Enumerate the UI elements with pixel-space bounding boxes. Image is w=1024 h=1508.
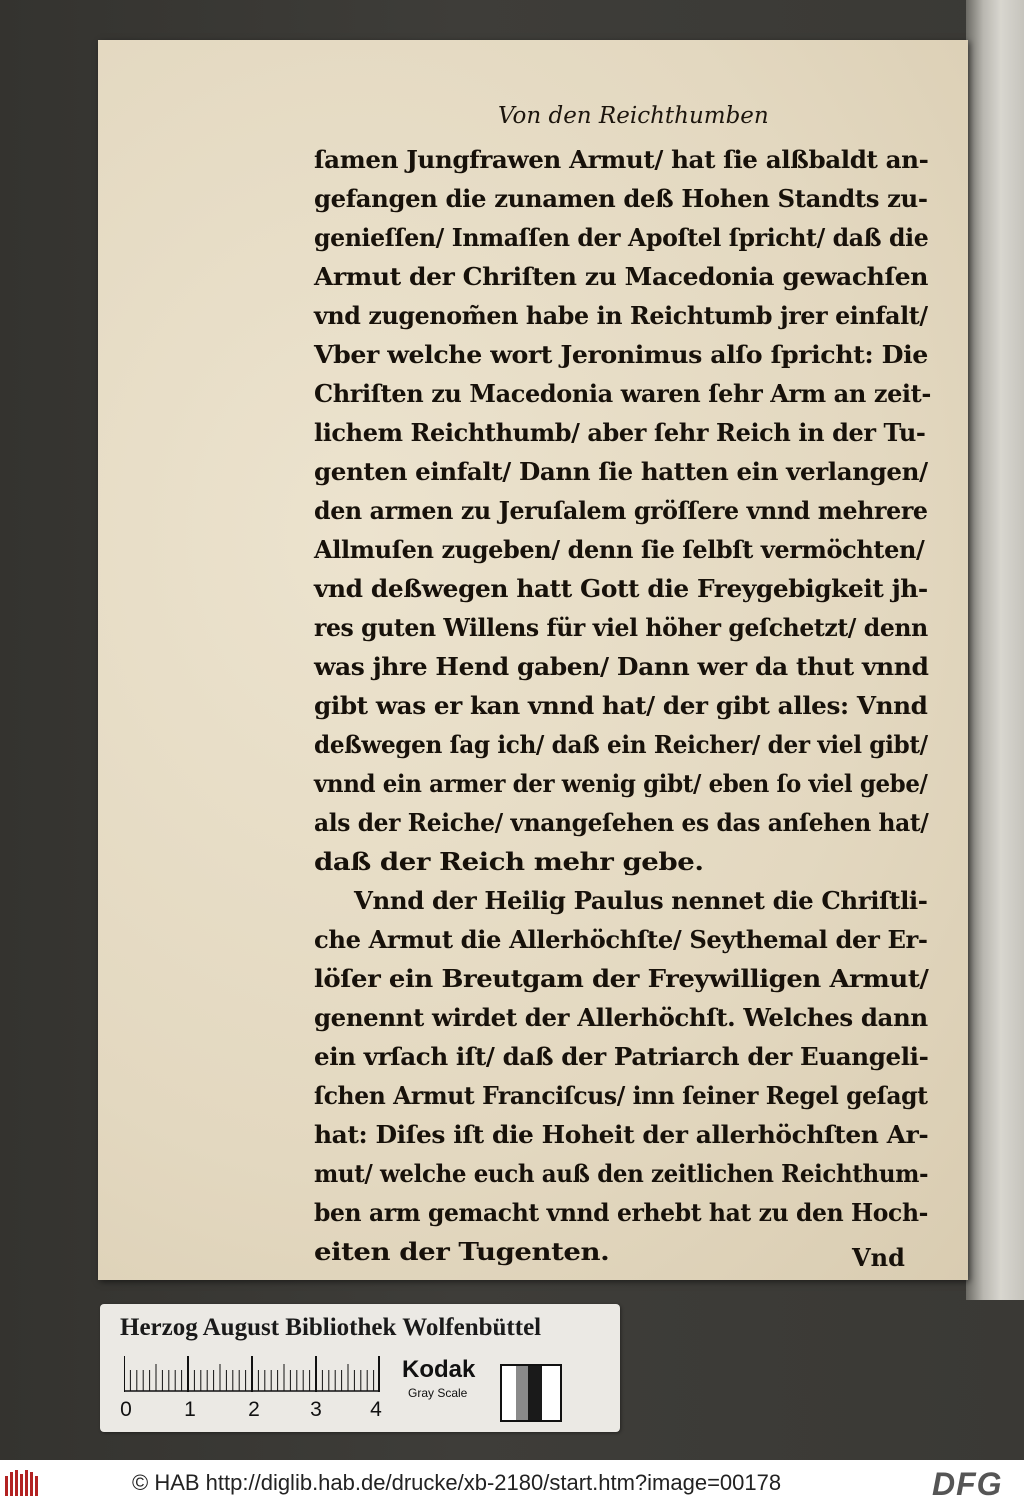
gray-scale-patch: [500, 1364, 562, 1422]
text-line: genieſſen/ Inmaſſen der Apoſtel ſpricht/ daß die: [314, 223, 929, 252]
text-line: vnnd ein armer der wenig gibt/ eben ſo viel gebe/: [314, 769, 928, 798]
catchword: Vnd: [852, 1243, 905, 1272]
text-line: gefangen die zunamen deß Hohen Standts zu-: [314, 184, 928, 213]
text-line: Vber welche wort Jeronimus alſo ſpricht: Die: [314, 340, 928, 369]
text-line: hat: Diſes iſt die Hoheit der allerhöchſten Ar-: [314, 1120, 929, 1149]
dfg-logo: DFG: [932, 1466, 1003, 1502]
text-line: daß der Reich mehr gebe.: [314, 847, 704, 876]
text-line: gibt was er kan vnnd hat/ der gibt alles: Vnnd: [314, 691, 928, 720]
text-line: ſchen Armut Franciſcus/ inn ſeiner Regel geſagt: [314, 1081, 928, 1110]
text-line: deßwegen ſag ich/ daß ein Reicher/ der viel gibt/: [314, 730, 928, 759]
text-line: ben arm gemacht vnnd erhebt hat zu den Hoch-: [314, 1198, 928, 1227]
text-line: als der Reiche/ vnangeſehen es das anſehen hat/: [314, 808, 929, 837]
ruler-number: 2: [248, 1398, 260, 1421]
text-line: che Armut die Allerhöchſte/ Seythemal der Er-: [314, 925, 928, 954]
measurement-ruler: [124, 1356, 380, 1392]
text-line: genten einfalt/ Dann ſie hatten ein verlangen/: [314, 457, 928, 486]
text-line: Allmuſen zugeben/ denn ſie ſelbſt vermöchten/: [314, 535, 925, 564]
text-line: ſamen Jungfrawen Armut/ hat ſie alßbaldt an-: [314, 145, 929, 174]
text-line: was jhre Hend gaben/ Dann wer da thut vnnd: [314, 652, 929, 681]
running-head: Von den Reichthumben: [498, 103, 769, 129]
ruler-number: 3: [310, 1398, 322, 1421]
text-line: eiten der Tugenten.: [314, 1237, 610, 1266]
page-edge-shadow: [966, 0, 1024, 1300]
text-line: Armut der Chriſten zu Macedonia gewachſen: [314, 262, 929, 291]
copyright-link[interactable]: © HAB http://diglib.hab.de/drucke/xb-2180/start.htm?image=00178: [132, 1470, 782, 1495]
ruler-number: 0: [120, 1398, 132, 1421]
text-line: Vnnd der Heilig Paulus nennet die Chriſtli-: [354, 886, 928, 915]
text-line: lichem Reichthumb/ aber ſehr Reich in der Tu-: [314, 418, 926, 447]
library-name: Herzog August Bibliothek Wolfenbüttel: [120, 1314, 542, 1341]
ruler-number: 1: [184, 1398, 196, 1421]
library-logo-icon: [4, 1468, 42, 1500]
text-line: vnd zugenom̃en habe in Reichtumb jrer einfalt/: [314, 301, 928, 330]
text-line: ein vrſach iſt/ daß der Patriarch der Euangeli-: [314, 1042, 929, 1071]
kodak-gray-scale-label: Gray Scale: [408, 1386, 468, 1400]
kodak-brand: Kodak: [402, 1356, 476, 1383]
text-line: genennt wirdet der Allerhöchſt. Welches dann: [314, 1003, 928, 1032]
text-line: löſer ein Breutgam der Freywilligen Armut/: [314, 964, 929, 993]
text-line: den armen zu Jeruſalem gröſſere vnnd mehrere: [314, 496, 928, 525]
text-line: Chriſten zu Macedonia waren ſehr Arm an zeit-: [314, 379, 931, 408]
text-line: vnd deßwegen hatt Gott die Freygebigkeit jh-: [314, 574, 928, 603]
text-line: res guten Willens für viel höher geſchetzt/ denn: [314, 613, 928, 642]
text-line: mut/ welche euch auß den zeitlichen Reichthum-: [314, 1159, 929, 1188]
ruler-number: 4: [370, 1398, 382, 1421]
